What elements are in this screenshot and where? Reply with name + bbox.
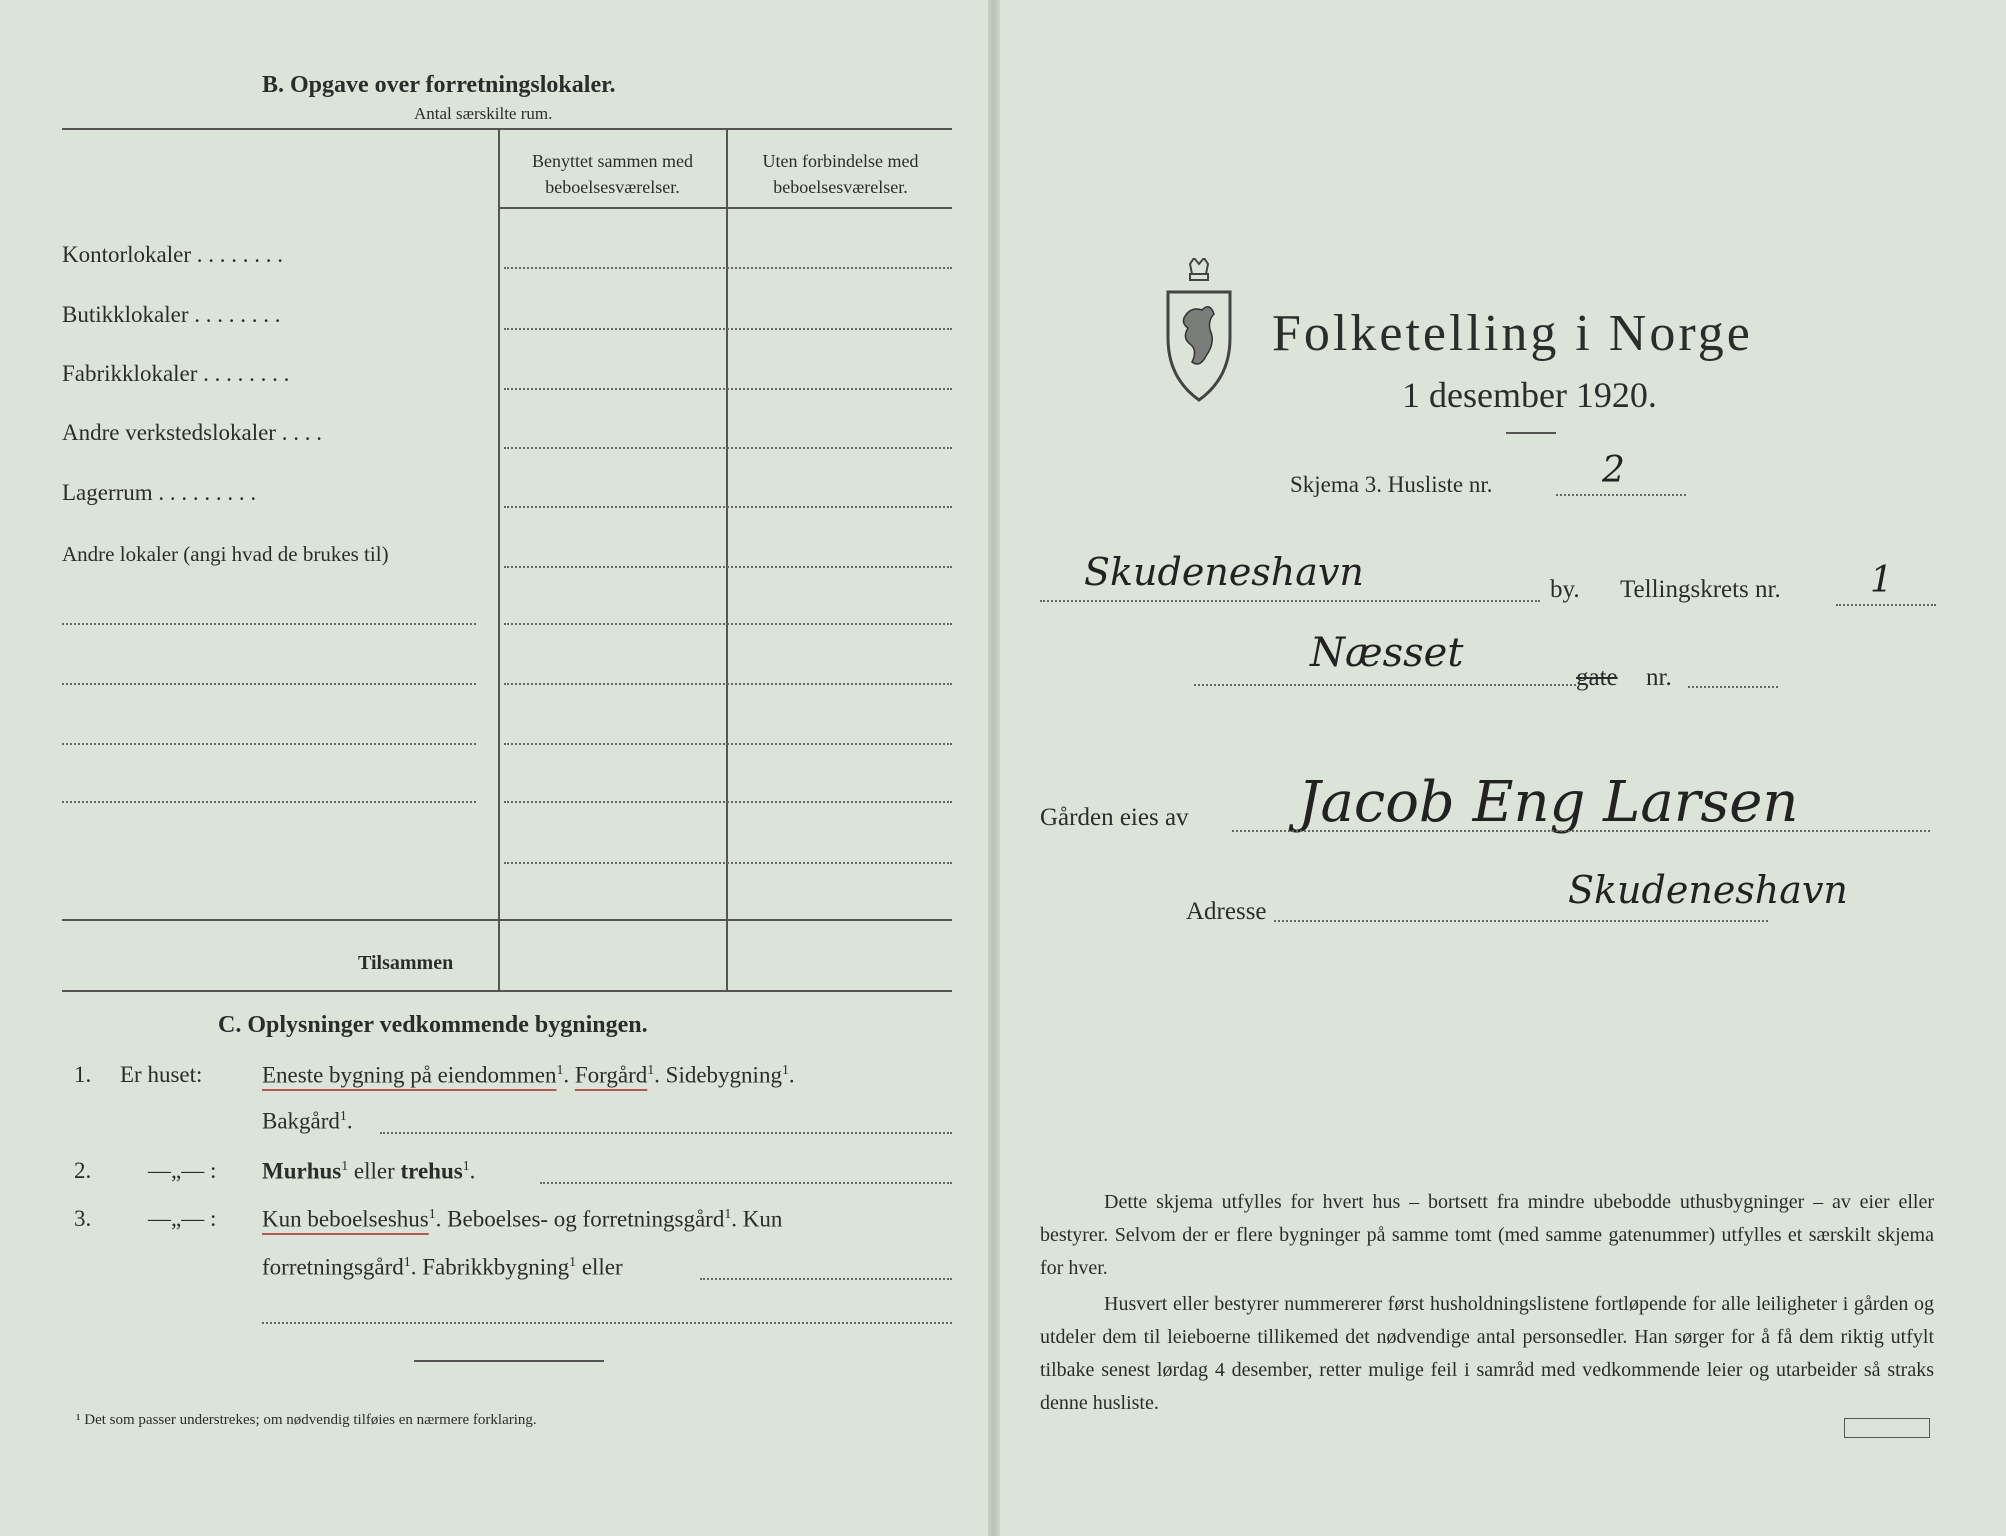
column-header-combined: Benyttet sammen med beboelsesværelser. — [532, 151, 693, 197]
row-rule — [504, 506, 952, 508]
row-rule — [504, 862, 952, 864]
husliste-number-field[interactable]: 2 — [1602, 450, 1625, 491]
q3-fill-line — [700, 1278, 952, 1280]
q3-fill-line-2 — [262, 1322, 952, 1324]
row-rule — [62, 743, 476, 745]
adresse-label: Adresse — [1186, 898, 1267, 925]
row-rule — [504, 743, 952, 745]
row-rule — [504, 683, 952, 685]
q3-option-fabrikkbygning: Fabrikkbygning — [422, 1254, 570, 1280]
q2-fill-line — [540, 1182, 952, 1184]
header-rule — [498, 207, 952, 209]
census-date: 1 desember 1920. — [1402, 375, 1657, 415]
table-top-rule — [62, 128, 952, 130]
total-label: Tilsammen — [358, 952, 454, 974]
footnote-separator — [414, 1360, 604, 1362]
owner-field[interactable]: Jacob Eng Larsen — [1298, 770, 1799, 835]
husliste-fill-line — [1556, 494, 1686, 496]
tellingskrets-fill-line — [1836, 604, 1936, 606]
city-fill-line — [1040, 600, 1540, 602]
row-rule — [504, 801, 952, 803]
q1-option-forgard: Forgård — [574, 1062, 648, 1088]
nr-label: nr. — [1646, 664, 1672, 691]
q1-number: 1. — [74, 1062, 92, 1087]
table-divider-1 — [498, 130, 500, 990]
row-rule — [62, 801, 476, 803]
q1-option-bakgard: Bakgård — [262, 1108, 340, 1134]
row-rule — [504, 447, 952, 449]
street-field[interactable]: Næsset — [1310, 630, 1464, 676]
q1-fill-line — [380, 1132, 952, 1134]
section-b-title: B. Opgave over forretningslokaler. — [262, 72, 616, 98]
instructions-paragraph-1: Dette skjema utfylles for hvert hus – bortsett fra mindre ubebodde uthusbygninger – av eier eller bestyrer. Selvom der er flere bygninger på samme tomt (med samme gatenummer) utfylles et særskilt skjema for hver. — [1040, 1191, 1934, 1279]
tellingskrets-label: Tellingskrets nr. — [1620, 576, 1781, 603]
q3-or: eller — [581, 1254, 623, 1280]
q2-label: —„— : — [148, 1158, 217, 1183]
row-rule — [504, 328, 952, 330]
center-fold — [988, 0, 1000, 1536]
q3-label: —„— : — [148, 1206, 217, 1231]
q3-option-kun-beboelseshus: Kun beboelseshus — [262, 1206, 429, 1232]
printer-stamp — [1844, 1418, 1930, 1438]
column-header-separate: Uten forbindelse med beboelsesværelser. — [762, 151, 919, 197]
q2-option-trehus: trehus — [400, 1158, 463, 1184]
q3-options-line2: forretningsgård$^1$. Fabrikkbygning$^1$ eller — [262, 1254, 623, 1280]
row-label-verksted: Andre verkstedslokaler . . . . — [62, 420, 322, 445]
q2-option-murhus: Murhus — [262, 1158, 342, 1184]
skjema-label: Skjema 3. Husliste nr. — [1290, 472, 1493, 497]
row-label-butikk: Butikklokaler . . . . . . . . — [62, 302, 281, 327]
row-rule — [504, 566, 952, 568]
total-rule — [62, 919, 952, 921]
address-field[interactable]: Skudeneshavn — [1568, 868, 1848, 912]
row-rule — [62, 683, 476, 685]
gate-label: gate — [1576, 664, 1618, 691]
date-underline — [1506, 432, 1556, 434]
q3-option-beboelses-forretningsgard: Beboelses- og forretningsgård — [447, 1206, 725, 1232]
q2-number: 2. — [74, 1158, 92, 1183]
owner-label: Gården eies av — [1040, 804, 1189, 831]
table-divider-2 — [726, 130, 728, 990]
q3-options: Kun beboelseshus$^1$. Beboelses- og forretningsgård$^1$. Kun — [262, 1206, 783, 1232]
q1-option-eneste: Eneste bygning på eiendommen — [262, 1062, 557, 1088]
q3-option-forretningsgard: forretningsgård — [262, 1254, 404, 1280]
section-b-subtitle: Antal særskilte rum. — [414, 104, 553, 123]
q2-or: eller — [353, 1158, 395, 1184]
q1-options: Eneste bygning på eiendommen$^1$. Forgård$^1$. Sidebygning$^1$. — [262, 1062, 795, 1088]
footnote: ¹ Det som passer understrekes; om nødvendig tilføies en nærmere forklaring. — [76, 1412, 537, 1428]
main-title: Folketelling i Norge — [1272, 305, 1753, 362]
table-bottom-rule — [62, 990, 952, 992]
row-rule — [504, 623, 952, 625]
address-fill-line — [1274, 920, 1768, 922]
q1-option-line2: Bakgård$^1$. — [262, 1108, 353, 1134]
instructions-paragraph-2: Husvert eller bestyrer nummererer først husholdningslistene fortløpende for alle leiligheter i gården og utdeler dem til leieboerne tillikemed det nødvendige antal personsedler. Han sørger for å få dem riktig utfylt tilbake senest lørdag 4 desember, retter mulige feil i samråd med vedkommende leier og utarbeider så straks denne husliste. — [1040, 1293, 1934, 1414]
norwegian-coat-of-arms-icon — [1160, 258, 1238, 404]
tellingskrets-number-field[interactable]: 1 — [1870, 560, 1893, 601]
row-label-andre: Andre lokaler (angi hvad de brukes til) — [62, 542, 389, 566]
row-rule — [504, 267, 952, 269]
q1-option-sidebygning: Sidebygning — [665, 1062, 782, 1088]
by-label: by. — [1550, 576, 1580, 603]
owner-fill-line — [1232, 830, 1930, 832]
city-field[interactable]: Skudeneshavn — [1084, 550, 1364, 594]
q1-label: Er huset: — [120, 1062, 203, 1087]
street-fill-line — [1194, 684, 1576, 686]
row-rule — [62, 623, 476, 625]
row-rule — [504, 388, 952, 390]
q3-option-kun: Kun — [742, 1206, 783, 1232]
nr-fill-line — [1688, 686, 1778, 688]
row-label-lager: Lagerrum . . . . . . . . . — [62, 480, 257, 505]
row-label-fabrikk: Fabrikklokaler . . . . . . . . — [62, 361, 290, 386]
q2-options: Murhus$^1$ eller trehus$^1$. — [262, 1158, 476, 1184]
row-label-kontor: Kontorlokaler . . . . . . . . — [62, 242, 284, 267]
section-c-title: C. Oplysninger vedkommende bygningen. — [218, 1012, 648, 1038]
q3-number: 3. — [74, 1206, 92, 1231]
